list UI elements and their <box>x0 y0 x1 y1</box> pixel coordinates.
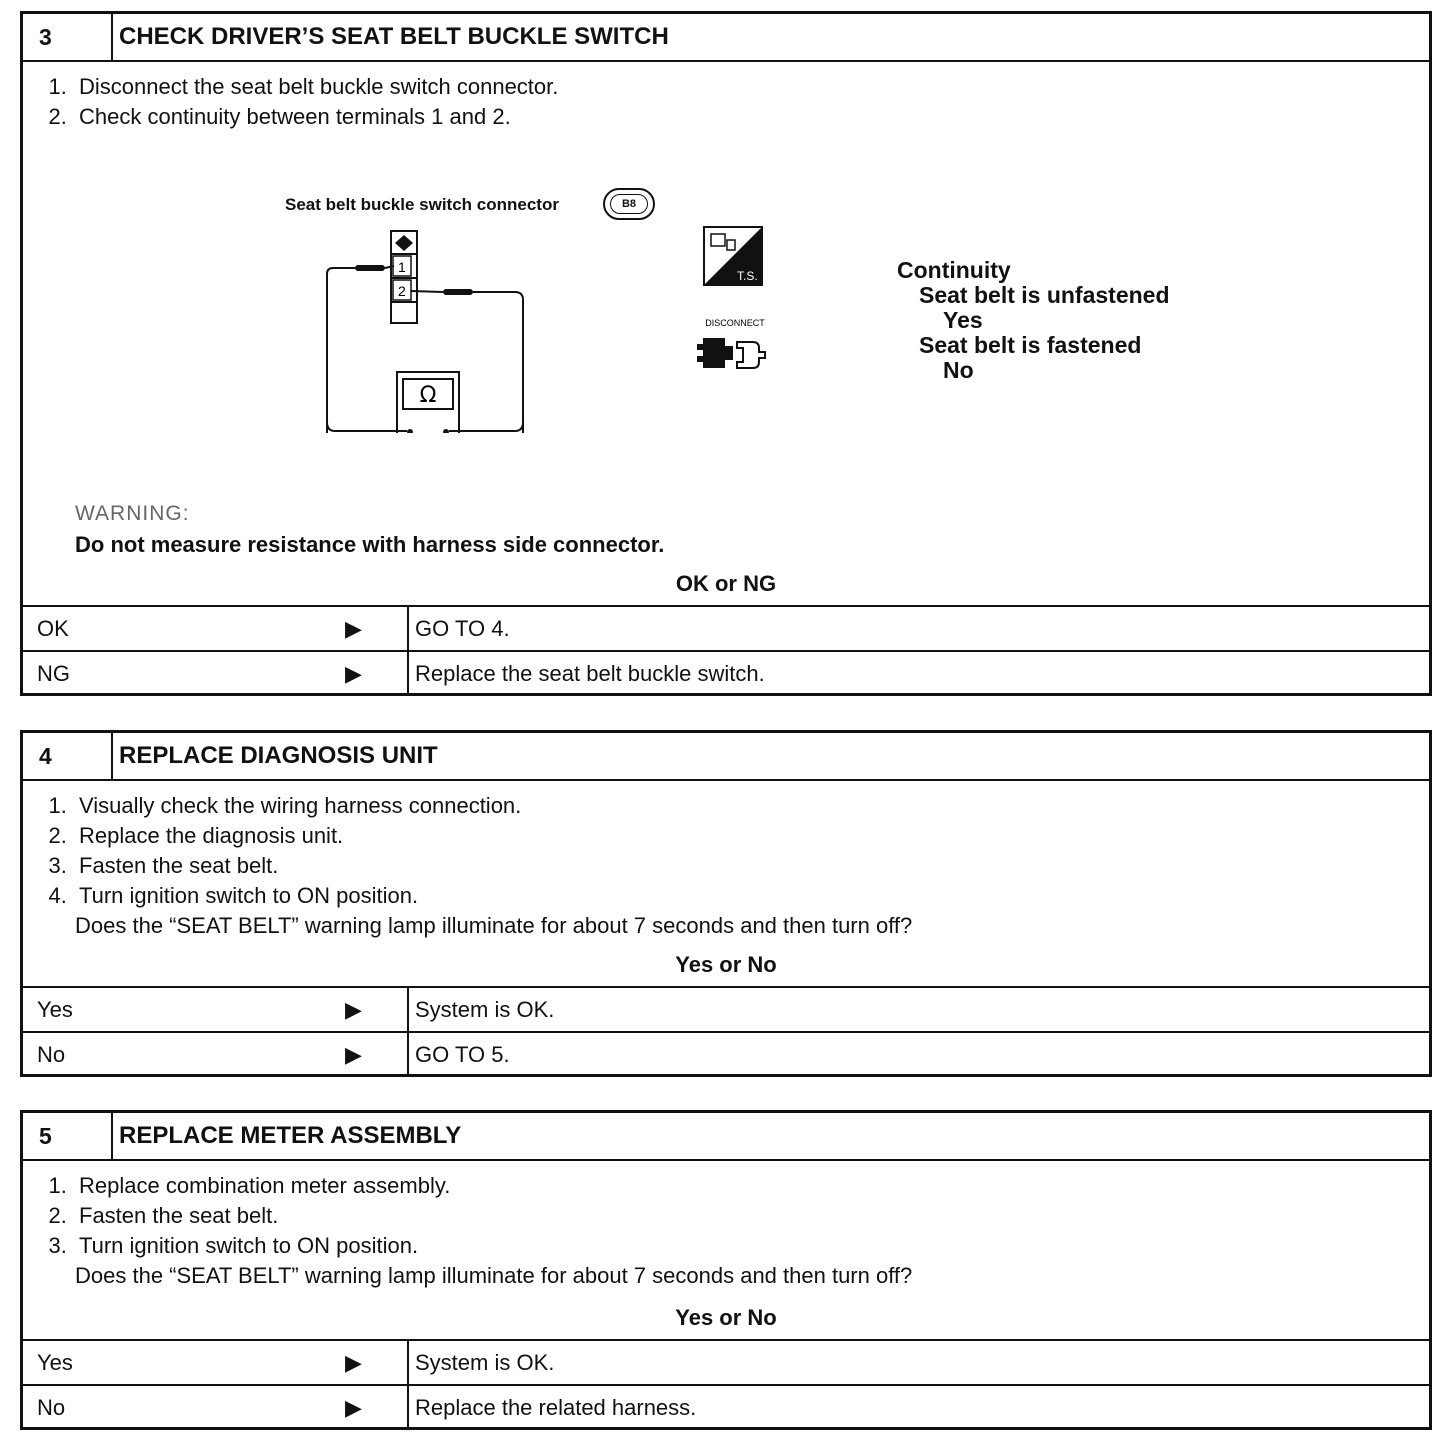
result-key-text: No <box>37 1042 66 1067</box>
result-row <box>23 650 1429 693</box>
ohm-symbol: Ω <box>419 383 437 408</box>
connector-label: Seat belt buckle switch connector <box>285 195 559 214</box>
result-value: System is OK. <box>415 997 555 1022</box>
warning-text: Do not measure resistance with harness side connector. <box>75 532 665 557</box>
terminal-2-label: 2 <box>398 283 406 299</box>
diagram-frame <box>293 227 543 452</box>
instruction-item: 1. Replace combination meter assembly. <box>73 1171 1429 1201</box>
result-row <box>23 988 1429 1031</box>
connector-code: B8 <box>610 194 648 214</box>
verdict-label: Yes or No <box>675 952 777 977</box>
result-row <box>23 607 1429 650</box>
result-row <box>23 1031 1429 1074</box>
step-body <box>23 781 1429 988</box>
fastened-label: Seat belt is fastened <box>919 332 1142 358</box>
instruction-list <box>23 1161 1429 1261</box>
result-key-text: Yes <box>37 1350 73 1375</box>
instruction-item: 1. Disconnect the seat belt buckle switch connector. <box>73 72 1429 102</box>
instruction-item: 1. Visually check the wiring harness connection. <box>73 791 1429 821</box>
result-key-text: No <box>37 1395 66 1420</box>
step-title: CHECK DRIVER’S SEAT BELT BUCKLE SWITCH <box>119 23 669 50</box>
result-arrow-icon: ▶ <box>345 997 362 1022</box>
question-text: Does the “SEAT BELT” warning lamp illuminate for about 7 seconds and then turn off? <box>75 1263 913 1288</box>
result-value: System is OK. <box>415 1350 555 1375</box>
step-4 <box>20 730 1432 1077</box>
continuity-heading: Continuity <box>897 257 1011 283</box>
step-title: REPLACE DIAGNOSIS UNIT <box>119 742 438 769</box>
step-header <box>23 1113 1429 1161</box>
result-value: Replace the seat belt buckle switch. <box>415 661 765 686</box>
step-number: 5 <box>23 1113 113 1159</box>
verdict-label: OK or NG <box>675 571 777 596</box>
result-key <box>23 1033 409 1074</box>
instruction-list <box>23 62 1429 132</box>
terminal-1-label: 1 <box>398 259 406 275</box>
result-key <box>23 652 409 693</box>
question-text: Does the “SEAT BELT” warning lamp illuminate for about 7 seconds and then turn off? <box>75 913 913 938</box>
result-key-text: OK <box>37 616 69 641</box>
step-body <box>23 62 1429 607</box>
result-arrow-icon: ▶ <box>345 1350 362 1375</box>
result-arrow-icon: ▶ <box>345 1042 362 1067</box>
step-body <box>23 1161 1429 1341</box>
result-arrow-icon: ▶ <box>345 661 362 686</box>
instruction-item: 3. Fasten the seat belt. <box>73 851 1429 881</box>
step-number: 3 <box>23 14 113 60</box>
result-key <box>23 607 409 650</box>
instruction-item: 2. Check continuity between terminals 1 and 2. <box>73 102 1429 132</box>
result-arrow-icon: ▶ <box>345 616 362 641</box>
ts-label: T.S. <box>737 269 758 283</box>
ts-icon <box>703 226 763 286</box>
continuity-spec <box>897 258 1170 383</box>
result-value: Replace the related harness. <box>415 1395 697 1420</box>
step-header <box>23 14 1429 62</box>
result-key <box>23 988 409 1031</box>
result-value: GO TO 4. <box>415 616 510 641</box>
warning-label: WARNING: <box>75 502 190 525</box>
step-5 <box>20 1110 1432 1430</box>
unfastened-value: Yes <box>943 307 983 333</box>
disconnect-icon <box>695 316 775 384</box>
result-key-text: NG <box>37 661 70 686</box>
result-key <box>23 1341 409 1384</box>
result-row <box>23 1341 1429 1384</box>
fastened-value: No <box>943 357 974 383</box>
connector-code-badge <box>603 188 655 220</box>
instruction-list <box>23 781 1429 911</box>
unfastened-label: Seat belt is unfastened <box>919 282 1170 308</box>
result-key <box>23 1386 409 1427</box>
result-row <box>23 1384 1429 1427</box>
instruction-item: 4. Turn ignition switch to ON position. <box>73 881 1429 911</box>
step-number: 4 <box>23 733 113 779</box>
disconnect-label: DISCONNECT <box>705 318 765 328</box>
result-key-text: Yes <box>37 997 73 1022</box>
result-arrow-icon: ▶ <box>345 1395 362 1420</box>
step-3 <box>20 11 1432 696</box>
instruction-item: 2. Fasten the seat belt. <box>73 1201 1429 1231</box>
instruction-item: 2. Replace the diagnosis unit. <box>73 821 1429 851</box>
instruction-item: 3. Turn ignition switch to ON position. <box>73 1231 1429 1261</box>
step-title: REPLACE METER ASSEMBLY <box>119 1122 462 1149</box>
step-header <box>23 733 1429 781</box>
result-value: GO TO 5. <box>415 1042 510 1067</box>
verdict-label: Yes or No <box>675 1305 777 1330</box>
